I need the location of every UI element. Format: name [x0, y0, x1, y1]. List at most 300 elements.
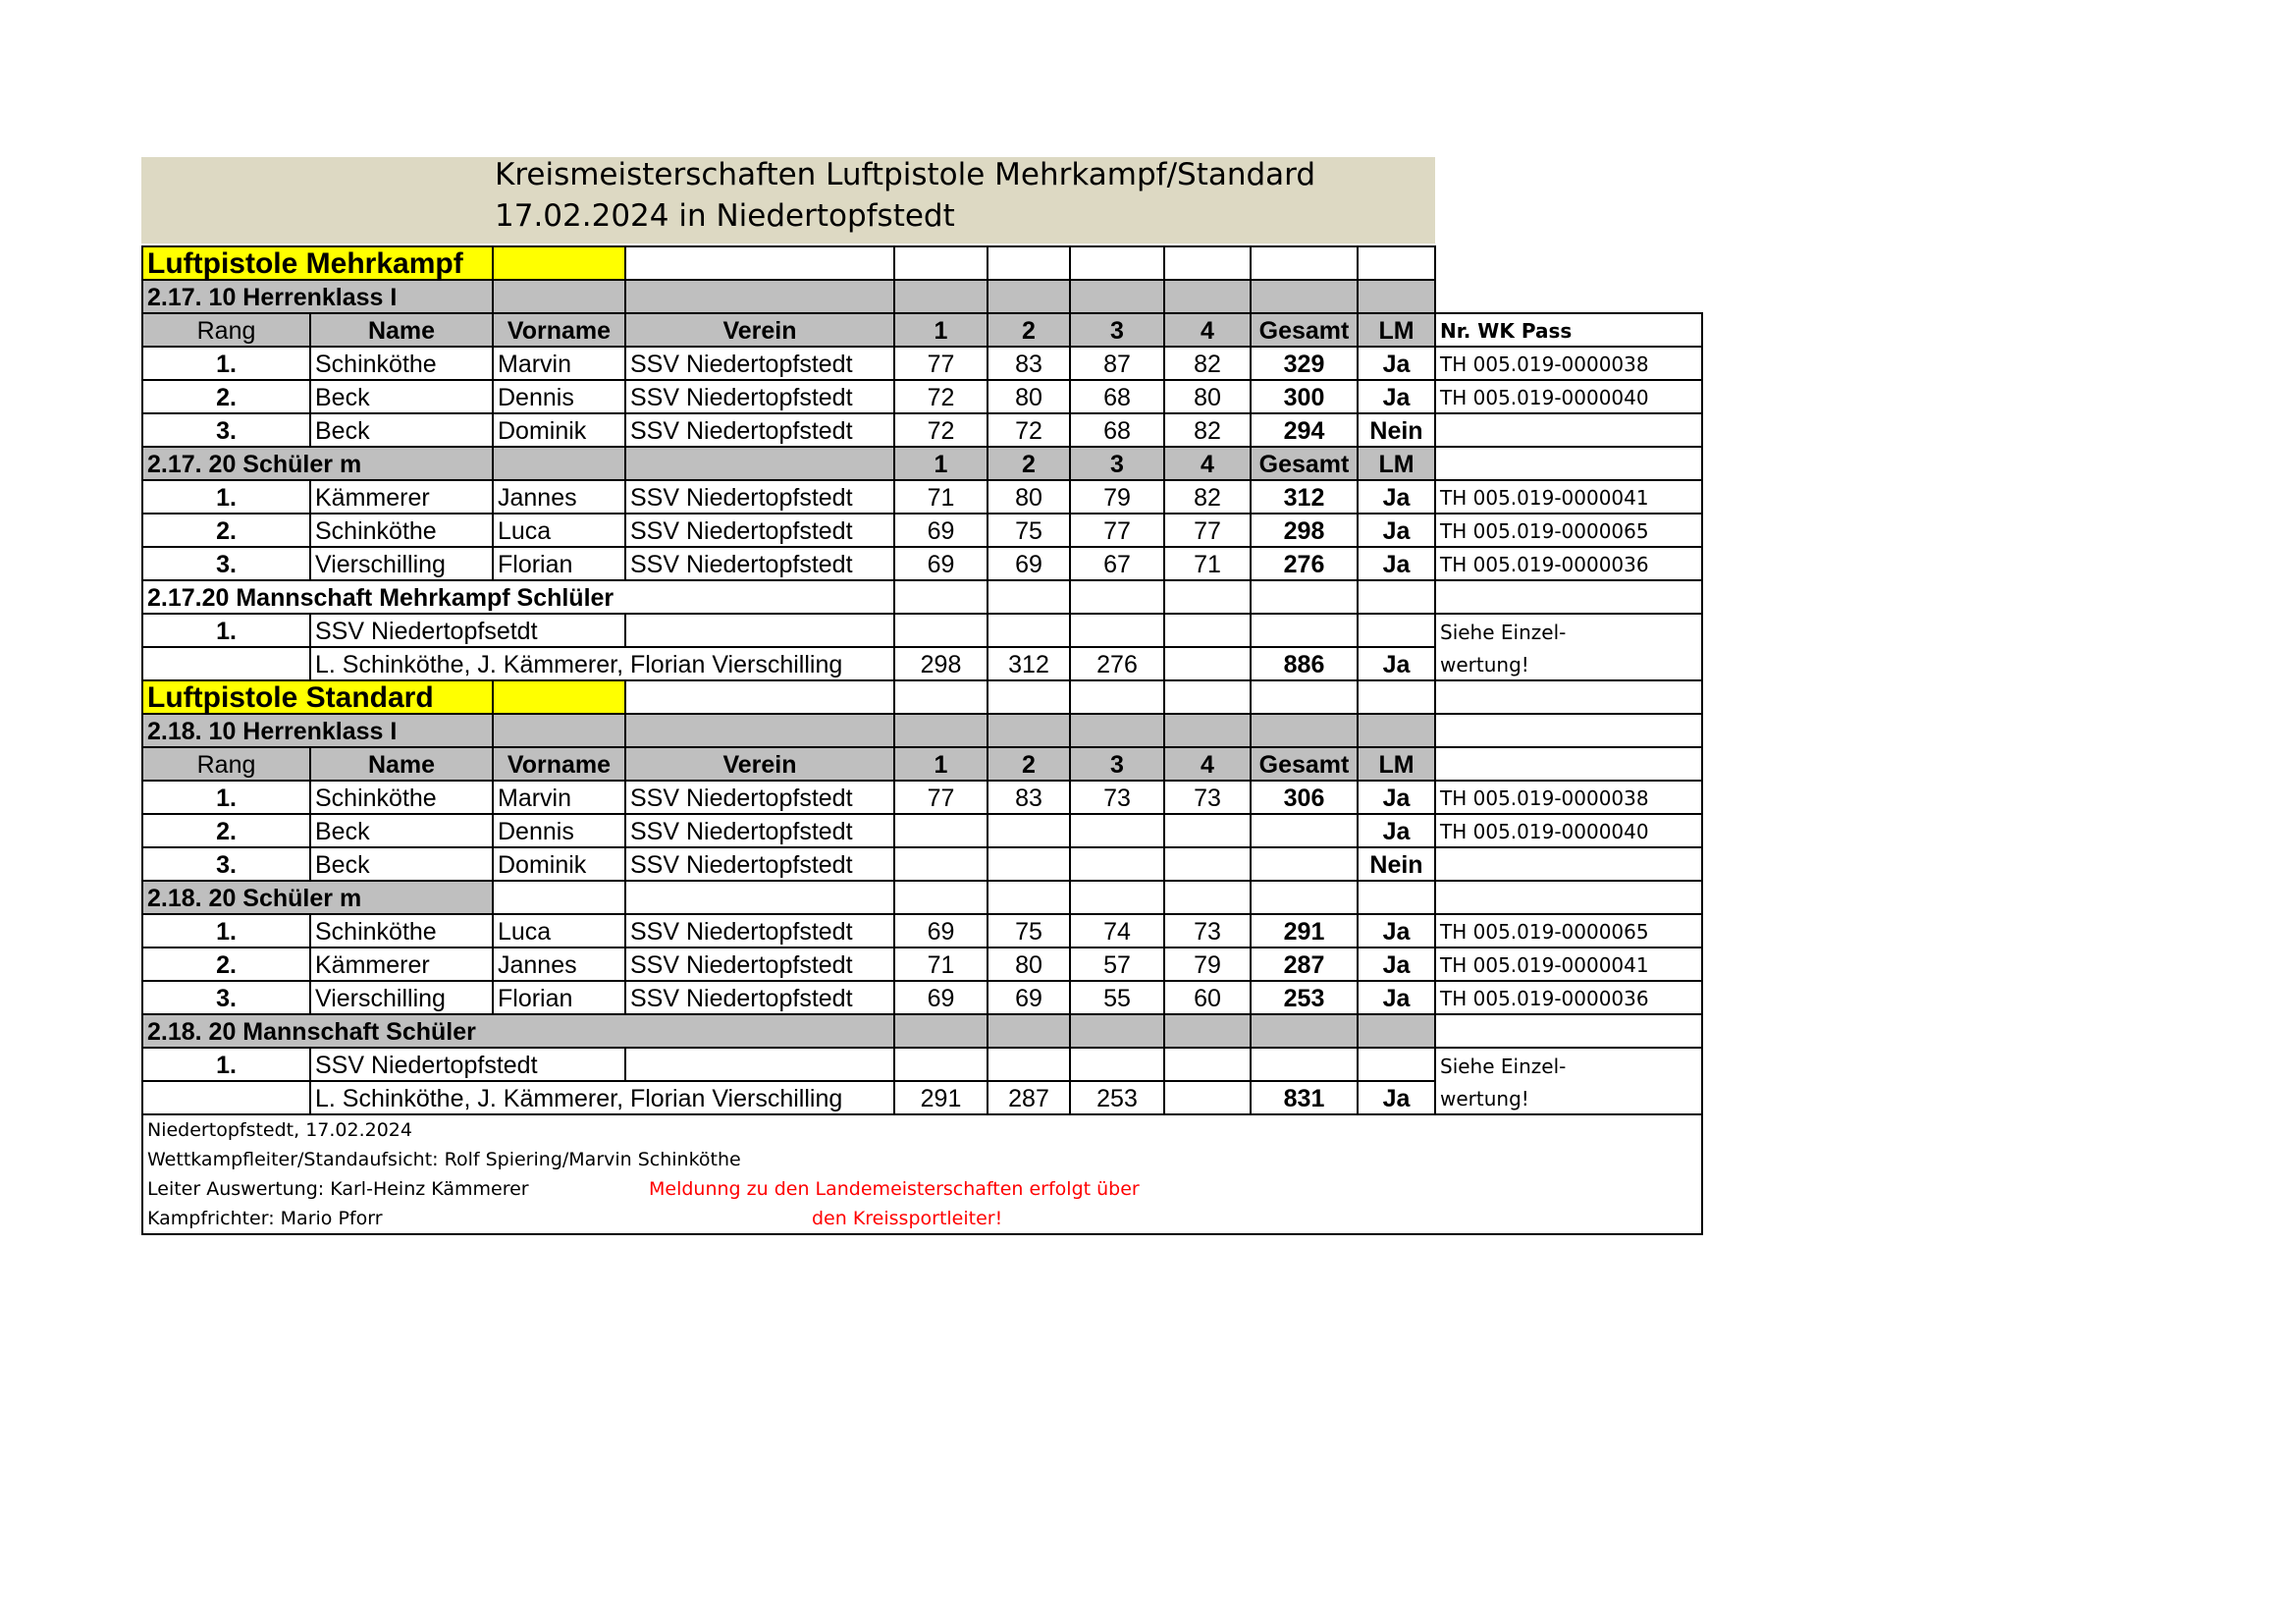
- col-header-gesamt: Gesamt: [1251, 447, 1358, 480]
- group-title: 2.17. 20 Schüler m: [142, 447, 493, 480]
- empty-cell: [1251, 1048, 1358, 1081]
- last-name: Vierschilling: [310, 547, 493, 580]
- first-name: Florian: [493, 981, 625, 1014]
- gray-cell: [1164, 280, 1251, 313]
- series-3-score: 73: [1070, 781, 1164, 814]
- last-name: Schinköthe: [310, 781, 493, 814]
- empty-cell: [1164, 647, 1251, 680]
- col-header-rang: Rang: [142, 313, 310, 347]
- first-name: Dominik: [493, 847, 625, 881]
- group-title: 2.18. 20 Schüler m: [142, 881, 493, 914]
- document-header: [141, 157, 1435, 244]
- empty-cell: [625, 614, 894, 647]
- last-name: Beck: [310, 847, 493, 881]
- total-score: 329: [1251, 347, 1358, 380]
- series-3-score: [1070, 847, 1164, 881]
- total-score: 306: [1251, 781, 1358, 814]
- group-header-row: [142, 714, 1702, 747]
- lm-qualified: Ja: [1358, 914, 1435, 947]
- empty-cell: [988, 580, 1070, 614]
- club: SSV Niedertopfstedt: [625, 413, 894, 447]
- result-row: [142, 514, 1702, 547]
- team-series-1-score: 298: [894, 647, 988, 680]
- rank: 2.: [142, 814, 310, 847]
- club: SSV Niedertopfstedt: [625, 981, 894, 1014]
- total-score: [1251, 847, 1358, 881]
- empty-cell: [894, 614, 988, 647]
- series-4-score: 82: [1164, 347, 1251, 380]
- empty-cell: [1358, 580, 1435, 614]
- series-1-score: [894, 847, 988, 881]
- series-3-score: 68: [1070, 413, 1164, 447]
- series-4-score: 71: [1164, 547, 1251, 580]
- first-name: Dennis: [493, 380, 625, 413]
- total-score: [1251, 814, 1358, 847]
- lm-qualified: Ja: [1358, 781, 1435, 814]
- column-header-row: [142, 313, 1702, 347]
- result-row: [142, 380, 1702, 413]
- lm-qualified: Ja: [1358, 380, 1435, 413]
- series-2-score: 75: [988, 914, 1070, 947]
- document-subtitle: 17.02.2024 in Niedertopfstedt: [495, 198, 955, 234]
- empty-cell: [894, 246, 988, 280]
- section-row-mehrkampf: [142, 246, 1702, 280]
- footer-row: [142, 1204, 1702, 1234]
- col-header-name: Name: [310, 747, 493, 781]
- lm-qualified: Ja: [1358, 947, 1435, 981]
- document-title: Kreismeisterschaften Luftpistole Mehrkampf/Standard: [495, 157, 1316, 192]
- result-row: [142, 781, 1702, 814]
- result-row: [142, 847, 1702, 881]
- total-score: 287: [1251, 947, 1358, 981]
- empty-cell: [894, 1145, 1435, 1174]
- gray-cell: [1164, 714, 1251, 747]
- rank: 3.: [142, 547, 310, 580]
- result-row: [142, 914, 1702, 947]
- series-2-score: 80: [988, 947, 1070, 981]
- empty-cell: [1358, 246, 1435, 280]
- series-3-score: 77: [1070, 514, 1164, 547]
- col-header-name: Name: [310, 313, 493, 347]
- rank: 2.: [142, 514, 310, 547]
- series-2-score: 69: [988, 981, 1070, 1014]
- rank: 3.: [142, 413, 310, 447]
- empty-cell: [1164, 246, 1251, 280]
- empty-cell: [1070, 614, 1164, 647]
- team-header-row: [142, 580, 1702, 614]
- first-name: Marvin: [493, 347, 625, 380]
- gray-cell: [1358, 280, 1435, 313]
- series-3-score: [1070, 814, 1164, 847]
- empty-cell: [1435, 1204, 1702, 1234]
- section-title: Luftpistole Mehrkampf: [142, 246, 493, 280]
- result-row: [142, 547, 1702, 580]
- col-header-2: 2: [988, 747, 1070, 781]
- series-4-score: 77: [1164, 514, 1251, 547]
- pass-number: TH 005.019-0000040: [1435, 380, 1702, 413]
- club: SSV Niedertopfstedt: [625, 547, 894, 580]
- team-series-1-score: 291: [894, 1081, 988, 1114]
- empty-cell: [1164, 1081, 1251, 1114]
- col-header-3: 3: [1070, 313, 1164, 347]
- rank: 1.: [142, 914, 310, 947]
- footer-text: Niedertopfstedt, 17.02.2024: [142, 1114, 894, 1145]
- first-name: Jannes: [493, 947, 625, 981]
- series-1-score: 71: [894, 480, 988, 514]
- result-row: [142, 480, 1702, 514]
- series-3-score: 68: [1070, 380, 1164, 413]
- club: SSV Niedertopfstedt: [625, 514, 894, 547]
- first-name: Florian: [493, 547, 625, 580]
- result-row: [142, 413, 1702, 447]
- col-header-4: 4: [1164, 313, 1251, 347]
- first-name: Dominik: [493, 413, 625, 447]
- empty-cell: [1251, 614, 1358, 647]
- empty-cell: [1358, 1048, 1435, 1081]
- last-name: Schinköthe: [310, 914, 493, 947]
- gray-cell: [988, 1014, 1070, 1048]
- empty-cell: [988, 680, 1070, 714]
- series-1-score: 72: [894, 380, 988, 413]
- empty-cell: [894, 881, 988, 914]
- series-2-score: [988, 814, 1070, 847]
- footer-text: Leiter Auswertung: Karl-Heinz Kämmerer: [142, 1174, 625, 1204]
- empty-cell: [1435, 246, 1702, 280]
- last-name: Schinköthe: [310, 347, 493, 380]
- rank: 1.: [142, 1048, 310, 1081]
- first-name: Luca: [493, 914, 625, 947]
- empty-cell: [1164, 580, 1251, 614]
- empty-cell: [1435, 1114, 1702, 1145]
- empty-cell: [1435, 1014, 1702, 1048]
- empty-cell: [1164, 680, 1251, 714]
- col-header-vorname: Vorname: [493, 313, 625, 347]
- gray-cell: [1070, 280, 1164, 313]
- empty-cell: [1358, 680, 1435, 714]
- series-4-score: 82: [1164, 413, 1251, 447]
- last-name: Beck: [310, 413, 493, 447]
- col-header-rang: Rang: [142, 747, 310, 781]
- empty-cell: [1435, 747, 1702, 781]
- empty-cell: [1358, 881, 1435, 914]
- gray-cell: [1358, 714, 1435, 747]
- team-note-2: wertung!: [1435, 647, 1702, 680]
- gray-cell: [1251, 714, 1358, 747]
- col-header-3: 3: [1070, 747, 1164, 781]
- col-header-verein: Verein: [625, 313, 894, 347]
- gray-cell: [894, 280, 988, 313]
- lm-qualified: Ja: [1358, 1081, 1435, 1114]
- empty-cell: [1435, 714, 1702, 747]
- group-title: 2.18. 10 Herrenklass I: [142, 714, 493, 747]
- first-name: Dennis: [493, 814, 625, 847]
- empty-cell: [894, 580, 988, 614]
- group-header-row: [142, 881, 1702, 914]
- rank: 2.: [142, 380, 310, 413]
- group-header-row: [142, 447, 1702, 480]
- gray-cell: [625, 714, 894, 747]
- series-2-score: 80: [988, 380, 1070, 413]
- pass-number: TH 005.019-0000065: [1435, 514, 1702, 547]
- footer-row: [142, 1145, 1702, 1174]
- empty-cell: [894, 680, 988, 714]
- total-score: 276: [1251, 547, 1358, 580]
- gray-cell: [1358, 1014, 1435, 1048]
- pass-number: TH 005.019-0000041: [1435, 480, 1702, 514]
- footer-row: [142, 1174, 1702, 1204]
- result-row: [142, 814, 1702, 847]
- series-3-score: 57: [1070, 947, 1164, 981]
- gray-cell: [894, 1014, 988, 1048]
- gray-cell: [493, 714, 625, 747]
- gray-cell: [493, 447, 625, 480]
- empty-cell: [625, 680, 894, 714]
- footer-text: Kampfrichter: Mario Pforr: [142, 1204, 625, 1234]
- series-2-score: 75: [988, 514, 1070, 547]
- empty-cell: [1435, 280, 1702, 313]
- group-title: 2.17. 10 Herrenklass I: [142, 280, 493, 313]
- empty-cell: [988, 1048, 1070, 1081]
- col-header-1: 1: [894, 313, 988, 347]
- empty-cell: [988, 246, 1070, 280]
- result-row: [142, 947, 1702, 981]
- empty-cell: [1164, 614, 1251, 647]
- team-note-1: Siehe Einzel-: [1435, 614, 1702, 647]
- series-4-score: [1164, 814, 1251, 847]
- results-table: [141, 245, 1703, 1235]
- col-header-lm: LM: [1358, 447, 1435, 480]
- empty-cell: [142, 1081, 310, 1114]
- series-2-score: 69: [988, 547, 1070, 580]
- pass-number: [1435, 847, 1702, 881]
- gray-cell: [1251, 280, 1358, 313]
- series-3-score: 67: [1070, 547, 1164, 580]
- col-header-4: 4: [1164, 747, 1251, 781]
- series-4-score: 80: [1164, 380, 1251, 413]
- series-1-score: 69: [894, 547, 988, 580]
- lm-qualified: Ja: [1358, 514, 1435, 547]
- rank: 1.: [142, 781, 310, 814]
- team-row: [142, 1048, 1702, 1081]
- club: SSV Niedertopfstedt: [625, 914, 894, 947]
- empty-cell: [1435, 580, 1702, 614]
- gray-cell: [1164, 1014, 1251, 1048]
- series-2-score: 80: [988, 480, 1070, 514]
- col-header-lm: LM: [1358, 747, 1435, 781]
- team-members-row: [142, 1081, 1702, 1114]
- club: SSV Niedertopfstedt: [625, 380, 894, 413]
- team-series-3-score: 276: [1070, 647, 1164, 680]
- empty-cell: [1435, 1145, 1702, 1174]
- empty-cell: [1435, 447, 1702, 480]
- lm-qualified: Ja: [1358, 347, 1435, 380]
- section-filler: [493, 246, 625, 280]
- team-members-row: [142, 647, 1702, 680]
- team-note-1: Siehe Einzel-: [1435, 1048, 1702, 1081]
- result-row: [142, 981, 1702, 1014]
- team-series-2-score: 312: [988, 647, 1070, 680]
- lm-qualified: Ja: [1358, 647, 1435, 680]
- empty-cell: [1070, 580, 1164, 614]
- pass-number: [1435, 413, 1702, 447]
- col-header-vorname: Vorname: [493, 747, 625, 781]
- footer-text: Wettkampfleiter/Standaufsicht: Rolf Spiering/Marvin Schinköthe: [142, 1145, 894, 1174]
- pass-number: TH 005.019-0000038: [1435, 781, 1702, 814]
- series-2-score: 83: [988, 781, 1070, 814]
- empty-cell: [1435, 881, 1702, 914]
- series-3-score: 55: [1070, 981, 1164, 1014]
- last-name: Kämmerer: [310, 480, 493, 514]
- rank: 2.: [142, 947, 310, 981]
- series-4-score: [1164, 847, 1251, 881]
- series-4-score: 60: [1164, 981, 1251, 1014]
- team-club: SSV Niedertopfstedt: [310, 1048, 625, 1081]
- lm-qualified: Nein: [1358, 847, 1435, 881]
- footer-notice: Meldunng zu den Landemeisterschaften erfolgt über: [649, 1178, 1140, 1200]
- empty-cell: [988, 614, 1070, 647]
- empty-cell: [1251, 680, 1358, 714]
- empty-cell: [1251, 580, 1358, 614]
- col-header-2: 2: [988, 447, 1070, 480]
- series-1-score: [894, 814, 988, 847]
- series-1-score: 71: [894, 947, 988, 981]
- team-header-row: [142, 1014, 1702, 1048]
- series-2-score: 72: [988, 413, 1070, 447]
- series-3-score: 74: [1070, 914, 1164, 947]
- section-filler: [493, 680, 625, 714]
- team-title: 2.18. 20 Mannschaft Schüler: [142, 1014, 894, 1048]
- col-header-4: 4: [1164, 447, 1251, 480]
- pass-number: TH 005.019-0000065: [1435, 914, 1702, 947]
- total-score: 312: [1251, 480, 1358, 514]
- total-score: 294: [1251, 413, 1358, 447]
- series-2-score: 83: [988, 347, 1070, 380]
- club: SSV Niedertopfstedt: [625, 347, 894, 380]
- column-header-row: [142, 747, 1702, 781]
- col-header-pass: Nr. WK Pass: [1435, 313, 1702, 347]
- gray-cell: [988, 280, 1070, 313]
- club: SSV Niedertopfstedt: [625, 847, 894, 881]
- gray-cell: [1070, 1014, 1164, 1048]
- club: SSV Niedertopfstedt: [625, 814, 894, 847]
- total-score: 298: [1251, 514, 1358, 547]
- series-1-score: 69: [894, 981, 988, 1014]
- col-header-1: 1: [894, 447, 988, 480]
- empty-cell: [1164, 1048, 1251, 1081]
- team-total-score: 886: [1251, 647, 1358, 680]
- team-title: 2.17.20 Mannschaft Mehrkampf Schlüler: [142, 580, 894, 614]
- empty-cell: [1251, 881, 1358, 914]
- pass-number: TH 005.019-0000038: [1435, 347, 1702, 380]
- last-name: Schinköthe: [310, 514, 493, 547]
- section-title: Luftpistole Standard: [142, 680, 493, 714]
- empty-cell: [625, 246, 894, 280]
- col-header-1: 1: [894, 747, 988, 781]
- lm-qualified: Ja: [1358, 981, 1435, 1014]
- empty-cell: [142, 647, 310, 680]
- team-members: L. Schinköthe, J. Kämmerer, Florian Vierschilling: [310, 647, 894, 680]
- empty-cell: [493, 881, 625, 914]
- total-score: 291: [1251, 914, 1358, 947]
- empty-cell: [1358, 614, 1435, 647]
- lm-qualified: Ja: [1358, 480, 1435, 514]
- gray-cell: [894, 714, 988, 747]
- empty-cell: [894, 1048, 988, 1081]
- empty-cell: [1435, 1174, 1702, 1204]
- last-name: Beck: [310, 814, 493, 847]
- series-2-score: [988, 847, 1070, 881]
- empty-cell: [625, 1048, 894, 1081]
- lm-qualified: Ja: [1358, 547, 1435, 580]
- col-header-gesamt: Gesamt: [1251, 313, 1358, 347]
- series-1-score: 77: [894, 781, 988, 814]
- footer-notice: den Kreissportleiter!: [625, 1204, 1435, 1234]
- empty-cell: [1070, 246, 1164, 280]
- empty-cell: [1251, 246, 1358, 280]
- col-header-verein: Verein: [625, 747, 894, 781]
- last-name: Vierschilling: [310, 981, 493, 1014]
- empty-cell: [1070, 881, 1164, 914]
- empty-cell: [1164, 881, 1251, 914]
- footer-row: [142, 1114, 1702, 1145]
- empty-cell: [1435, 680, 1702, 714]
- series-4-score: 73: [1164, 914, 1251, 947]
- team-total-score: 831: [1251, 1081, 1358, 1114]
- col-header-3: 3: [1070, 447, 1164, 480]
- series-1-score: 69: [894, 914, 988, 947]
- gray-cell: [988, 714, 1070, 747]
- pass-number: TH 005.019-0000041: [1435, 947, 1702, 981]
- empty-cell: [988, 881, 1070, 914]
- gray-cell: [493, 280, 625, 313]
- club: SSV Niedertopfstedt: [625, 781, 894, 814]
- first-name: Jannes: [493, 480, 625, 514]
- club: SSV Niedertopfstedt: [625, 947, 894, 981]
- rank: 1.: [142, 347, 310, 380]
- pass-number: TH 005.019-0000036: [1435, 547, 1702, 580]
- club: SSV Niedertopfstedt: [625, 480, 894, 514]
- gray-cell: [1251, 1014, 1358, 1048]
- series-4-score: 82: [1164, 480, 1251, 514]
- series-3-score: 87: [1070, 347, 1164, 380]
- series-3-score: 79: [1070, 480, 1164, 514]
- rank: 3.: [142, 847, 310, 881]
- result-row: [142, 347, 1702, 380]
- first-name: Marvin: [493, 781, 625, 814]
- first-name: Luca: [493, 514, 625, 547]
- team-series-3-score: 253: [1070, 1081, 1164, 1114]
- series-4-score: 79: [1164, 947, 1251, 981]
- empty-cell: [1070, 1048, 1164, 1081]
- series-1-score: 72: [894, 413, 988, 447]
- gray-cell: [1070, 714, 1164, 747]
- team-club: SSV Niedertopfsetdt: [310, 614, 625, 647]
- col-header-lm: LM: [1358, 313, 1435, 347]
- lm-qualified: Nein: [1358, 413, 1435, 447]
- rank: 1.: [142, 614, 310, 647]
- team-members: L. Schinköthe, J. Kämmerer, Florian Vierschilling: [310, 1081, 894, 1114]
- team-note-2: wertung!: [1435, 1081, 1702, 1114]
- pass-number: TH 005.019-0000036: [1435, 981, 1702, 1014]
- empty-cell: [625, 881, 894, 914]
- last-name: Beck: [310, 380, 493, 413]
- total-score: 300: [1251, 380, 1358, 413]
- team-row: [142, 614, 1702, 647]
- pass-number: TH 005.019-0000040: [1435, 814, 1702, 847]
- series-1-score: 69: [894, 514, 988, 547]
- last-name: Kämmerer: [310, 947, 493, 981]
- col-header-2: 2: [988, 313, 1070, 347]
